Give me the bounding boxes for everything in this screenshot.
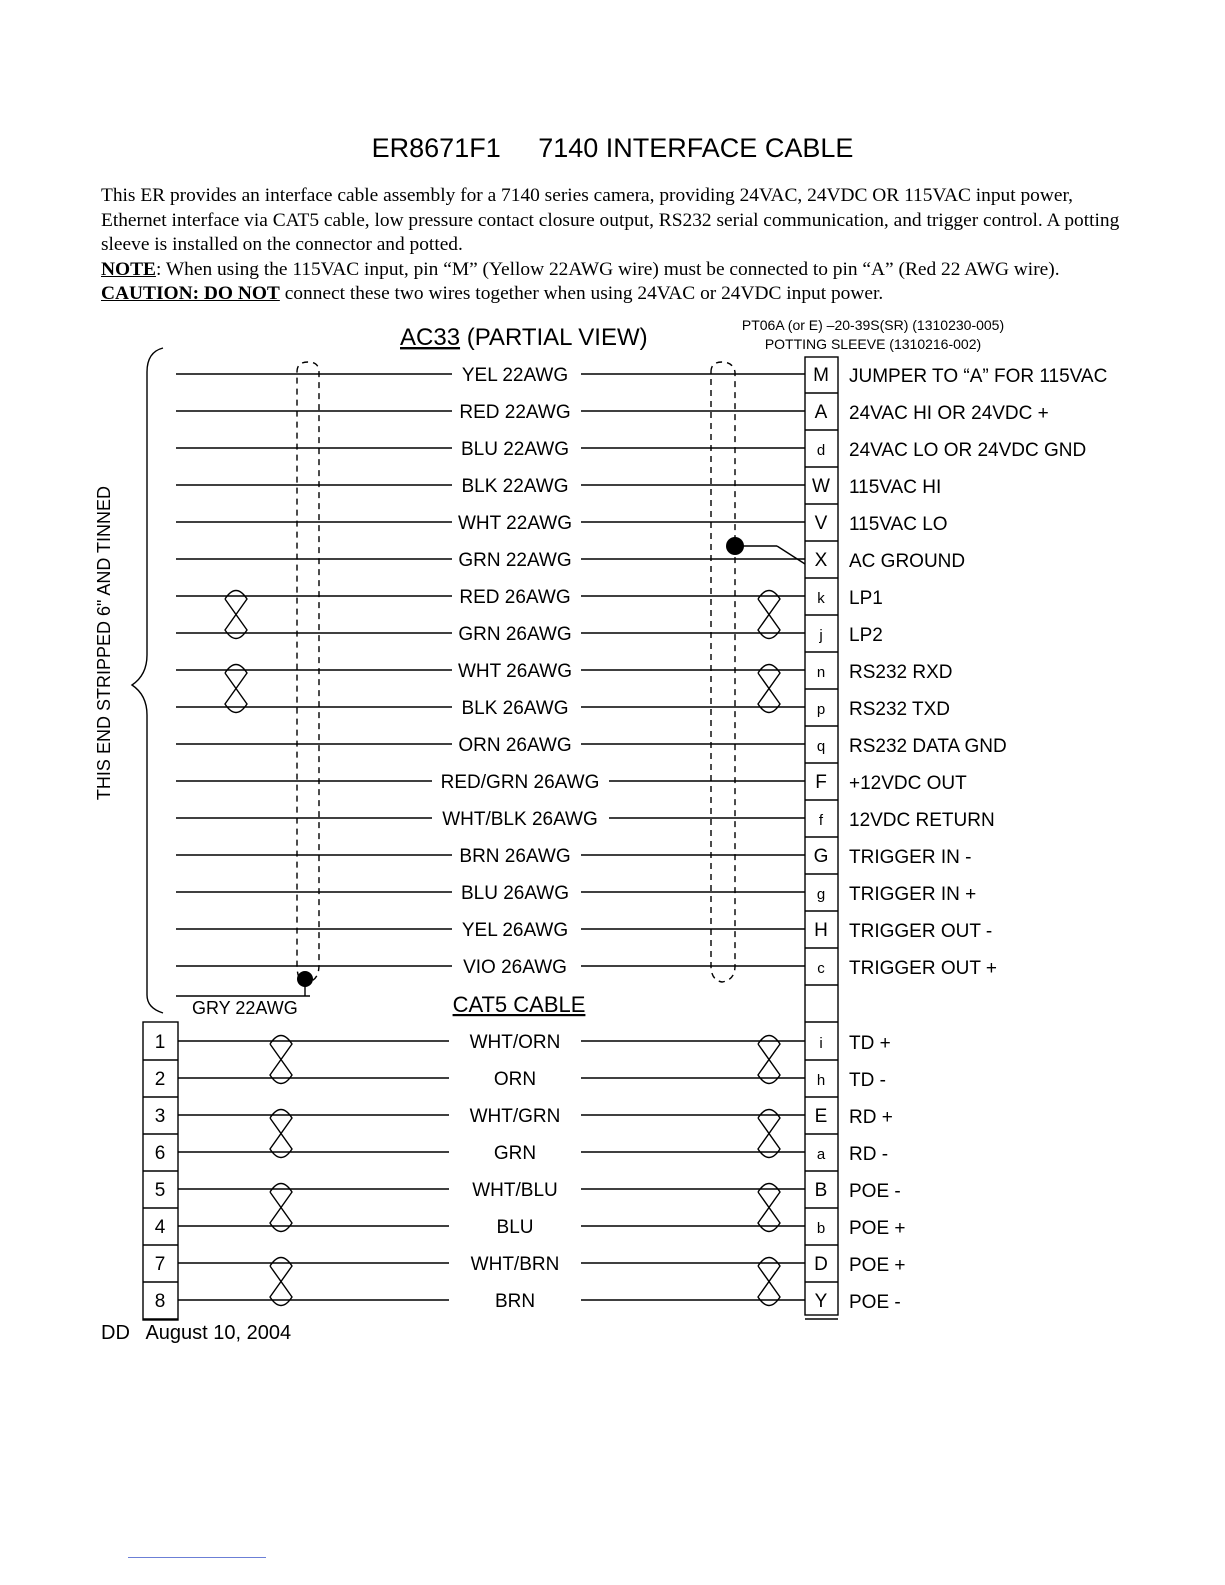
caution-label: CAUTION: DO NOT: [101, 283, 280, 305]
pin-label: q: [816, 738, 826, 755]
pin-label: g: [816, 886, 826, 903]
pin-function: 12VDC RETURN: [849, 810, 995, 831]
pin-label: E: [814, 1106, 828, 1127]
pin-function: TRIGGER IN +: [849, 884, 977, 905]
twisted-pair-symbol-right: [758, 1258, 780, 1306]
pin-label: p: [816, 701, 826, 718]
twisted-pair-symbol-right: [758, 1110, 780, 1158]
pin-label: D: [814, 1254, 828, 1275]
cat5-cable-label: CAT5 CABLE: [452, 992, 586, 1017]
cat5-wire-label: BRN: [494, 1291, 536, 1312]
pin-label: H: [814, 920, 828, 941]
wire-label: BLU 22AWG: [460, 439, 570, 460]
wire-label: WHT/BLK 26AWG: [442, 809, 598, 830]
pin-function: 115VAC HI: [849, 477, 942, 498]
pin-function: JUMPER TO “A” FOR 115VAC: [849, 366, 1108, 387]
pin-function: TRIGGER IN -: [849, 847, 972, 868]
drain-dot: [297, 971, 313, 987]
cat5-wire-label: ORN: [493, 1069, 537, 1090]
pin-label: M: [813, 365, 829, 386]
pin-function: RS232 TXD: [849, 699, 951, 720]
wire-label: BLK 26AWG: [461, 698, 569, 719]
wire-label: RED 26AWG: [459, 587, 571, 608]
pin-label: h: [816, 1072, 826, 1089]
pin-function: 24VAC HI OR 24VDC +: [849, 403, 1049, 424]
twisted-pair-symbol-left: [225, 591, 247, 639]
gry-wire-label: GRY 22AWG: [192, 998, 298, 1018]
footer-date: DD August 10, 2004: [101, 1322, 292, 1344]
pin-function: RD +: [849, 1107, 893, 1128]
pin-label: X: [814, 550, 828, 571]
wire-label: RED/GRN 26AWG: [440, 772, 600, 793]
pin-function: TRIGGER OUT -: [849, 921, 993, 942]
pin-label: k: [817, 590, 825, 607]
cat5-wire-label: GRN: [493, 1143, 537, 1164]
wire-label: VIO 26AWG: [463, 957, 567, 978]
pin-label: V: [814, 513, 828, 534]
twisted-pair-symbol-right: [758, 1184, 780, 1232]
page-title: ER8671F1 7140 INTERFACE CABLE: [371, 133, 854, 163]
twisted-pair-symbol-left: [270, 1184, 292, 1232]
pin-label: F: [815, 772, 827, 793]
wire-label: YEL 22AWG: [461, 365, 569, 386]
twisted-pair-symbol-left: [225, 665, 247, 713]
pin-label: G: [813, 846, 829, 867]
twisted-pair-symbol-right: [758, 591, 780, 639]
cat5-wire-label: WHT/GRN: [469, 1106, 561, 1127]
connector-part-label: PT06A (or E) –20-39S(SR) (1310230-005): [741, 317, 1005, 333]
pin-label: Y: [814, 1291, 828, 1312]
pin-function: +12VDC OUT: [849, 773, 967, 794]
pin-function: AC GROUND: [849, 551, 966, 572]
pin-label: n: [816, 664, 826, 681]
note-text: : When using the 115VAC input, pin “M” (Yellow 22AWG wire) must be connected to pin “A” (Red 22 AWG wire).: [155, 258, 1060, 280]
pin-function: POE +: [849, 1255, 906, 1276]
cat5-left-pin: 1: [154, 1032, 166, 1053]
pin-function: POE +: [849, 1218, 906, 1239]
twisted-pair-symbol-left: [270, 1110, 292, 1158]
pin-label: A: [814, 402, 828, 423]
pin-label: W: [812, 476, 830, 497]
jumper-dot: [726, 537, 744, 555]
wire-label: WHT 22AWG: [457, 513, 573, 534]
header-left-suffix: (PARTIAL VIEW): [460, 324, 648, 351]
pin-function: TD -: [849, 1070, 886, 1091]
pin-function: TD +: [849, 1033, 891, 1054]
pin-function: RS232 RXD: [849, 662, 953, 683]
wire-label: BLU 26AWG: [460, 883, 570, 904]
wire-label: BLK 22AWG: [461, 476, 569, 497]
pin-function: POE -: [849, 1181, 901, 1202]
pin-function: 115VAC LO: [849, 514, 948, 535]
wire-label: GRN 26AWG: [458, 624, 572, 645]
left-bundle-dashes: [297, 362, 319, 982]
side-label: THIS END STRIPPED 6" AND TINNED: [94, 485, 114, 801]
cat5-wire-label: WHT/BRN: [470, 1254, 560, 1275]
cat5-wire-label: WHT/BLU: [472, 1180, 558, 1201]
pin-label: i: [819, 1035, 823, 1052]
wire-label: WHT 26AWG: [457, 661, 573, 682]
twisted-pair-symbol-right: [758, 665, 780, 713]
pin-function: RS232 DATA GND: [849, 736, 1007, 757]
left-brace: [132, 348, 163, 1013]
potting-sleeve-label: POTTING SLEEVE (1310216-002): [764, 336, 982, 352]
note-label: NOTE: [101, 258, 156, 280]
pin-label: j: [819, 627, 823, 644]
cat5-left-pin: 4: [154, 1217, 166, 1238]
cat5-left-pin: 3: [154, 1106, 166, 1127]
pin-function: RD -: [849, 1144, 889, 1165]
cat5-left-pin: 8: [154, 1291, 166, 1312]
pin-function: TRIGGER OUT +: [849, 958, 997, 979]
description-paragraph: This ER provides an interface cable assembly for a 7140 series camera, providing 24VAC, 24VDC OR 115VAC input power, Ethernet interface via CAT5 cable, low pressure contact closure output, RS232 serial communication, and trigger control. A potting sleeve is installed on the connector and potted.: [101, 185, 1120, 256]
wire-label: RED 22AWG: [459, 402, 571, 423]
cat5-wire-label: WHT/ORN: [469, 1032, 561, 1053]
pin-label: b: [816, 1220, 826, 1237]
caution-text: connect these two wires together when using 24VAC or 24VDC input power.: [279, 283, 884, 305]
cat5-wire-label: BLU: [496, 1217, 534, 1238]
cat5-left-pin: 7: [154, 1254, 166, 1275]
pin-function: LP1: [849, 588, 883, 609]
wire-label: ORN 26AWG: [458, 735, 572, 756]
twisted-pair-symbol-left: [270, 1258, 292, 1306]
bottom-rule: [128, 1557, 266, 1558]
pin-function: LP2: [849, 625, 883, 646]
wire-label: GRN 22AWG: [458, 550, 572, 571]
header-left: [400, 324, 648, 351]
pin-function: POE -: [849, 1292, 901, 1313]
right-bundle-dashes: [711, 362, 735, 982]
pin-label: c: [817, 960, 825, 977]
cat5-left-pin: 2: [154, 1069, 166, 1090]
pin-label: a: [816, 1146, 826, 1163]
pin-function: 24VAC LO OR 24VDC GND: [849, 440, 1087, 461]
cat5-left-pin: 5: [154, 1180, 166, 1201]
pin-label: f: [818, 812, 824, 829]
wire-label: BRN 26AWG: [459, 846, 571, 867]
pin-label: B: [814, 1180, 828, 1201]
pin-label: d: [816, 442, 826, 459]
cat5-left-pin: 6: [154, 1143, 166, 1164]
wire-label: YEL 26AWG: [461, 920, 569, 941]
twisted-pair-symbol-left: [270, 1036, 292, 1084]
twisted-pair-symbol-right: [758, 1036, 780, 1084]
header-left-label: AC33: [400, 324, 461, 351]
